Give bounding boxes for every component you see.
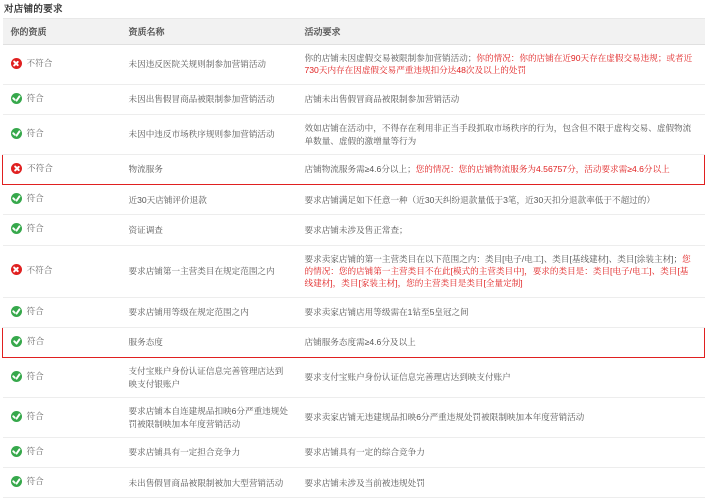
requirement-description (297, 328, 705, 358)
requirement-text: 店铺未出售假冒商品被限制参加营销活动 (304, 94, 460, 105)
table-row (3, 185, 705, 215)
status-label: 符合 (26, 223, 44, 234)
qualification-name: 未因中违反市场秩序规则参加营销活动 (121, 115, 297, 155)
status-badge (11, 127, 44, 139)
status-label: 符合 (26, 305, 44, 316)
requirement-warning-text: 您的情况：您的店铺物流服务为4.56757分，活动要求需≥4.6分以上 (415, 164, 670, 175)
status-badge (11, 475, 44, 487)
requirement-description (297, 215, 705, 245)
table-row (3, 438, 705, 468)
status-label: 符合 (26, 92, 44, 103)
requirement-text: 要求卖家店铺店用等级需在1钻至5皇冠之间 (304, 307, 469, 318)
status-label: 不符合 (26, 57, 53, 68)
requirement-warning-text: 你的情况：你的店铺在近90天存在虚假交易违规；或者近730 (304, 53, 693, 76)
cross-circle-icon (11, 58, 22, 69)
status-badge (11, 410, 44, 422)
status-label: 不符合 (26, 264, 53, 275)
table-header (3, 19, 705, 45)
requirement-text: 要求店铺具有一定的综合竞争力 (304, 447, 425, 458)
table-row (3, 245, 705, 297)
status-badge (11, 162, 53, 174)
table-row (3, 115, 705, 155)
status-label: 符合 (26, 446, 44, 457)
requirement-warning-text: 您的情况：您的店铺第一主营类目不在此[模式的主营类目中]，要求的类目是：类目[电子/电工]、类目[基线建材]，类目[家装主材]，您的主营类目是类目[全量定制] (304, 253, 691, 289)
status-cell (3, 438, 121, 468)
requirements-table (2, 18, 705, 498)
table-row (3, 358, 705, 398)
table-body (3, 45, 705, 498)
qualification-name: 要求店铺用等级在规定范围之内 (121, 297, 297, 327)
requirement-description (297, 297, 705, 327)
qualification-name: 资证调查 (121, 215, 297, 245)
requirement-description (297, 468, 705, 498)
requirement-description (297, 115, 705, 155)
requirement-description (297, 245, 705, 297)
qualification-name: 要求店铺本自连建规品扣映6分严重违规处罚被限制映加本年度营销活动 (121, 398, 297, 438)
check-circle-icon (11, 446, 22, 457)
requirement-description (297, 84, 705, 114)
qualification-name: 服务态度 (121, 328, 297, 358)
qualification-name: 支付宝账户身份认证信息完善管理店达到映支付银账户 (121, 358, 297, 398)
requirement-text: 店铺服务态度需≥4.6分及以上 (304, 337, 416, 348)
status-cell (3, 245, 121, 297)
check-circle-icon (11, 371, 22, 382)
table-row (3, 297, 705, 327)
table-row (3, 84, 705, 114)
check-circle-icon (11, 476, 22, 487)
status-label: 符合 (26, 410, 44, 421)
check-circle-icon (11, 93, 22, 104)
requirement-description (297, 358, 705, 398)
requirement-description (297, 438, 705, 468)
requirement-text: 要求支付宝账户身份认证信息完善理店达到映支付账户 (304, 372, 511, 383)
status-badge (11, 445, 44, 457)
status-label: 不符合 (27, 162, 53, 173)
qualification-name: 未出售假冒商品被限制被加大型营销活动 (121, 468, 297, 498)
requirement-text: 要求店铺未涉及售正常查； (304, 224, 408, 235)
status-label: 符合 (26, 193, 44, 204)
requirement-description (297, 45, 705, 85)
qualification-name: 未因出售假冒商品被限制参加营销活动 (121, 84, 297, 114)
status-cell (3, 154, 121, 184)
requirement-description (297, 398, 705, 438)
status-cell (3, 328, 121, 358)
qualification-name: 要求店铺第一主营类目在规定范围之内 (121, 245, 297, 297)
table-row (3, 468, 705, 498)
requirement-text: 要求卖家店铺无违建规品扣映6分严重违规处罚被限制映加本年度营销活动 (304, 412, 585, 423)
status-cell (3, 185, 121, 215)
cross-circle-icon (11, 264, 22, 275)
status-label: 符合 (26, 476, 44, 487)
check-circle-icon (11, 223, 22, 234)
status-cell (3, 45, 121, 85)
status-badge (11, 92, 44, 104)
status-cell (3, 398, 121, 438)
status-cell (3, 215, 121, 245)
table-row (3, 328, 705, 358)
column-header-status: 你的资质 (3, 19, 121, 45)
requirement-text: 你的店铺未因虚假交易被限制参加营销活动； (304, 53, 477, 63)
requirement-text: 店铺物流服务需≥4.6分以上； (304, 164, 416, 175)
qualification-name: 近30天店铺评价退款 (121, 185, 297, 215)
table-row (3, 215, 705, 245)
check-circle-icon (11, 193, 22, 204)
status-badge (11, 222, 44, 234)
requirement-warning-text: 天内存在因虚假交易严重违规扣分达48次及以上的处罚 (318, 65, 527, 76)
table-row (3, 45, 705, 85)
status-badge (11, 305, 44, 317)
table-header-row (3, 19, 705, 45)
table-row (3, 154, 705, 184)
check-circle-icon (11, 128, 22, 139)
qualification-name: 未因违反医院关规则制参加营销活动 (121, 45, 297, 85)
status-badge (11, 264, 53, 276)
page-title: 对店铺的要求 (4, 4, 63, 15)
status-cell (3, 115, 121, 155)
requirement-description (297, 185, 705, 215)
status-label: 符合 (26, 127, 44, 138)
requirement-text: 要求店铺满足如下任意一种（近30天纠纷退款量低于3笔，近30天扣分退款率低于不超过的） (304, 194, 655, 205)
status-badge (11, 335, 44, 347)
check-circle-icon (11, 336, 22, 347)
requirement-text: 效如店铺在活动中，不得存在利用非正当手段抓取市场秩序的行为，包含但不限于虚构交易、虚假物流单数量、虚假的激增量等行为 (304, 123, 692, 146)
table-row (3, 398, 705, 438)
qualification-name: 要求店铺具有一定担合竞争力 (121, 438, 297, 468)
status-badge (11, 192, 44, 204)
requirement-description (297, 154, 705, 184)
cross-circle-icon (11, 163, 22, 174)
status-cell (3, 84, 121, 114)
status-label: 符合 (27, 336, 45, 347)
status-label: 符合 (26, 371, 44, 382)
check-circle-icon (11, 411, 22, 422)
column-header-requirement: 活动要求 (297, 19, 705, 45)
requirement-text: 要求卖家店铺的第一主营类目在以下范围之内：类目[电子/电工]、类目[基线建材]、类目[涂装主材]； (304, 253, 683, 264)
status-badge (11, 57, 53, 69)
status-cell (3, 358, 121, 398)
qualification-name: 物流服务 (121, 154, 297, 184)
check-circle-icon (11, 306, 22, 317)
status-cell (3, 468, 121, 498)
status-badge (11, 370, 44, 382)
status-cell (3, 297, 121, 327)
column-header-name: 资质名称 (121, 19, 297, 45)
requirement-text: 要求店铺未涉及当前被违规处罚 (304, 477, 425, 488)
